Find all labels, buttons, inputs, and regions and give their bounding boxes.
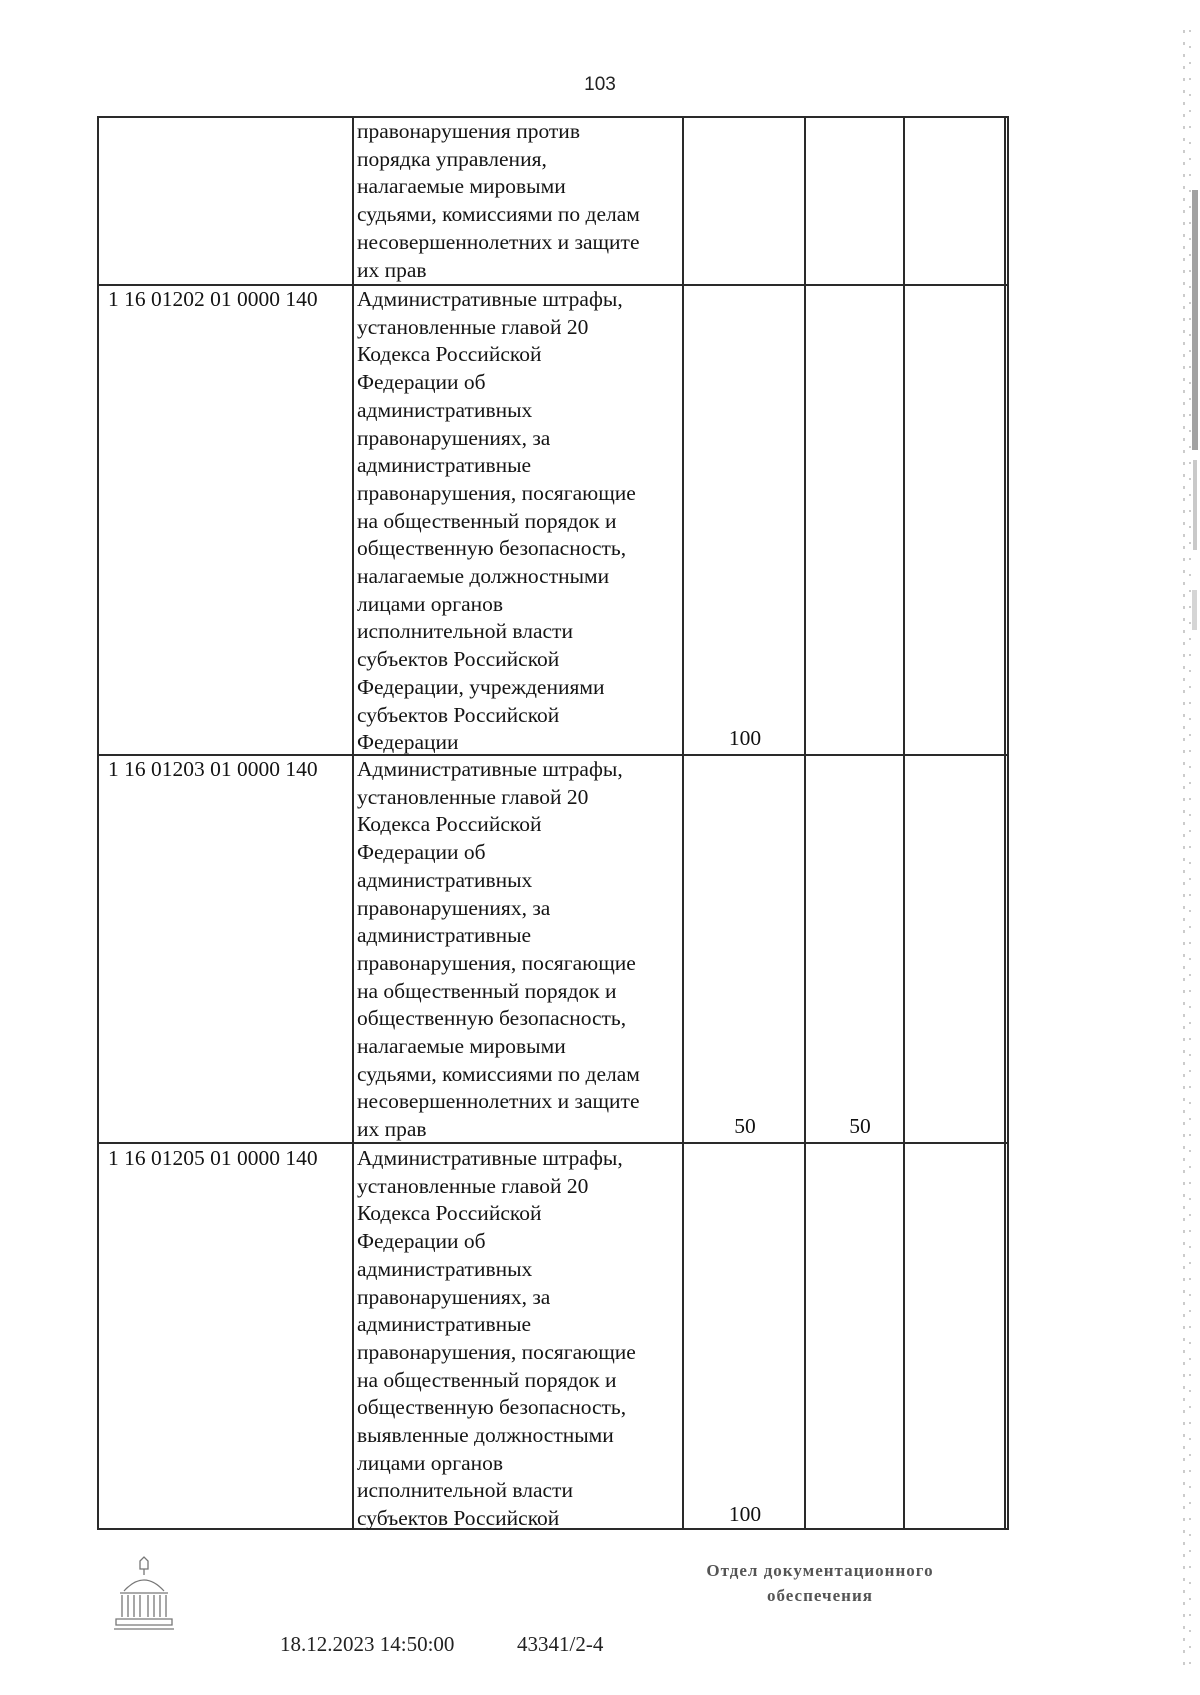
scan-edge-artifact (1178, 30, 1200, 1670)
table-row-3-code: 1 16 01205 01 0000 140 (108, 1146, 318, 1170)
table-row-3-col3: 100 (728, 1502, 762, 1526)
col-divider (1004, 116, 1006, 1530)
table-left-border (97, 116, 99, 1530)
col-divider (682, 116, 684, 1530)
table-row-2-col3: 50 (734, 1114, 756, 1138)
table-row-1-col3: 100 (728, 726, 762, 750)
table-row-1-name: Административные штрафы, установленные главой 20 Кодекса Российской Федерации об административных правонарушениях, за административные правонарушения, посягающие на общественный порядок и общественную безопасность, налагаемые должностными лицами органов исполнительной власти субъектов Российской Федерации, учреждениями субъектов Российской Федерации (357, 287, 636, 755)
page-number: 103 (584, 74, 616, 95)
table-row-1-code: 1 16 01202 01 0000 140 (108, 287, 318, 311)
col-divider (804, 116, 806, 1530)
table-row-2-code: 1 16 01203 01 0000 140 (108, 757, 318, 781)
table-row-0-name: правонарушения против порядка управления, налагаемые мировыми судьями, комиссиями по делам несовершеннолетних и защите их прав (357, 119, 640, 282)
table-right-border (1007, 116, 1009, 1530)
table-row-2-name: Административные штрафы, установленные главой 20 Кодекса Российской Федерации об административных правонарушениях, за административные правонарушения, посягающие на общественный порядок и общественную безопасность, налагаемые мировыми судьями, комиссиями по делам несовершеннолетних и защите их прав (357, 757, 640, 1142)
stamp-department-line2: обеспечения (767, 1586, 873, 1605)
footer-reg-number: 43341/2-4 (517, 1632, 604, 1656)
footer-datetime: 18.12.2023 14:50:00 (280, 1632, 455, 1656)
col-divider (352, 116, 354, 1530)
col-divider (903, 116, 905, 1530)
table-row-3-name: Административные штрафы, установленные главой 20 Кодекса Российской Федерации об административных правонарушениях, за административные правонарушения, посягающие на общественный порядок и общественную безопасность, выявленные должностными лицами органов исполнительной власти субъектов Российской (357, 1146, 636, 1531)
stamp-department-line1: Отдел документационного (706, 1561, 934, 1580)
duma-logo-icon (112, 1555, 176, 1637)
table-row-2-col4: 50 (849, 1114, 871, 1138)
